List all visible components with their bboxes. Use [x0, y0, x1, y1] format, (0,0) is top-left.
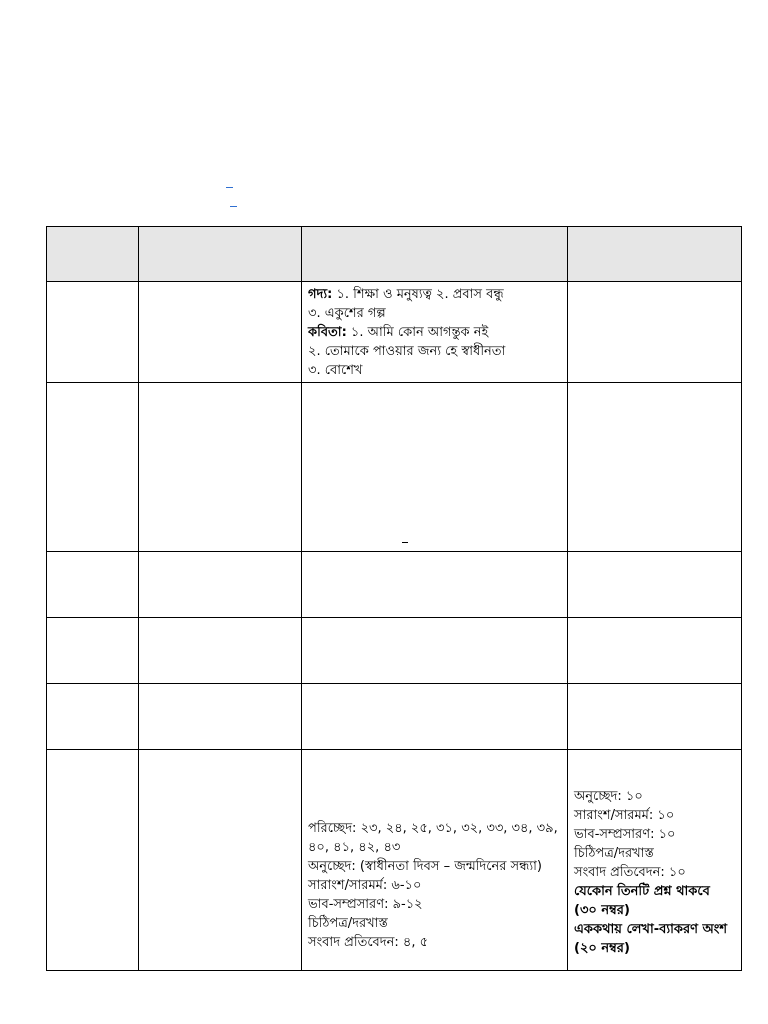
header-cell: [568, 227, 742, 282]
marks-line: অনুচ্ছেদ: ১০: [574, 789, 643, 804]
table-cell: [568, 684, 742, 750]
content-line: অনুচ্ছেদ: (স্বাধীনতা দিবস – জন্মদিনের সন্ধ্যা): [308, 859, 542, 874]
content-line: পরিচ্ছেদ: ২৩, ২৪, ২৫, ৩১, ৩২, ৩৩, ৩৪, ৩৯, ৪০, ৪১, ৪২, ৪৩: [308, 821, 558, 855]
link-underline[interactable]: [230, 206, 237, 207]
marks-cell: [568, 750, 742, 971]
poem-items: ১. আমি কোন আগন্তুক নই: [346, 325, 489, 340]
marks-note: যেকোন তিনটি প্রশ্ন থাকবে (৩০ নম্বর): [574, 884, 710, 918]
marks-line: ভাব-সম্প্রসারণ: ১০: [574, 827, 676, 842]
table-cell: [47, 684, 139, 750]
table-row: [47, 383, 742, 552]
prose-line: ৩. একুশের গল্প: [308, 306, 386, 321]
poem-label: কবিতা:: [308, 325, 347, 340]
table-cell: [139, 383, 302, 552]
header-cell: [139, 227, 302, 282]
table-row: [47, 618, 742, 684]
table-cell: [139, 282, 302, 383]
table-cell: [568, 383, 742, 552]
content-line: সারাংশ/সারমর্ম: ৬-১০: [308, 878, 422, 893]
header-cell: [47, 227, 139, 282]
table-cell: [568, 552, 742, 618]
table-row: [47, 750, 742, 971]
table-cell: [302, 618, 568, 684]
prose-label: গদ্য:: [308, 287, 333, 302]
poem-line: ৩. বোশেখ: [308, 363, 363, 378]
table-cell: [302, 684, 568, 750]
table-cell: [47, 750, 139, 971]
table-cell: [139, 552, 302, 618]
marks-note: এককথায় লেখা-ব্যাকরণ অংশ (২০ নম্বর): [574, 922, 728, 956]
marks-line: চিঠিপত্র/দরখাস্ত: [574, 846, 654, 861]
content-line: চিঠিপত্র/দরখাস্ত: [308, 916, 388, 931]
table-cell: [139, 750, 302, 971]
header-cell: [302, 227, 568, 282]
prose-items: ১. শিক্ষা ও মনুষ্যত্ব ২. প্রবাস বন্ধু: [332, 287, 504, 302]
table-cell: [47, 383, 139, 552]
marks-line: সারাংশ/সারমর্ম: ১০: [574, 808, 675, 823]
table-cell: [568, 282, 742, 383]
poem-line: [308, 323, 561, 342]
marks-line: সংবাদ প্রতিবেদন: ১০: [574, 865, 686, 880]
content-line: ভাব-সম্প্রসারণ: ৯-১২: [308, 897, 423, 912]
table-cell: [139, 684, 302, 750]
content-line: সংবাদ প্রতিবেদন: ৪, ৫: [308, 935, 429, 950]
table-cell: [47, 552, 139, 618]
table-row: [47, 552, 742, 618]
table-cell: [47, 282, 139, 383]
link-underline[interactable]: [226, 187, 233, 188]
dash-mark: [402, 542, 408, 543]
table-cell: [139, 618, 302, 684]
poem-line: ২. তোমাকে পাওয়ার জন্য হে স্বাধীনতা: [308, 344, 506, 359]
table-header-row: [47, 227, 742, 282]
table-cell: [47, 618, 139, 684]
table-cell: [302, 552, 568, 618]
table-row: [47, 282, 742, 383]
table-row: [47, 684, 742, 750]
syllabus-content-cell: [302, 750, 568, 971]
table-cell: [302, 383, 568, 552]
prose-line: [308, 285, 561, 304]
table-cell: [568, 618, 742, 684]
syllabus-content-cell: [302, 282, 568, 383]
syllabus-table: [46, 226, 742, 971]
